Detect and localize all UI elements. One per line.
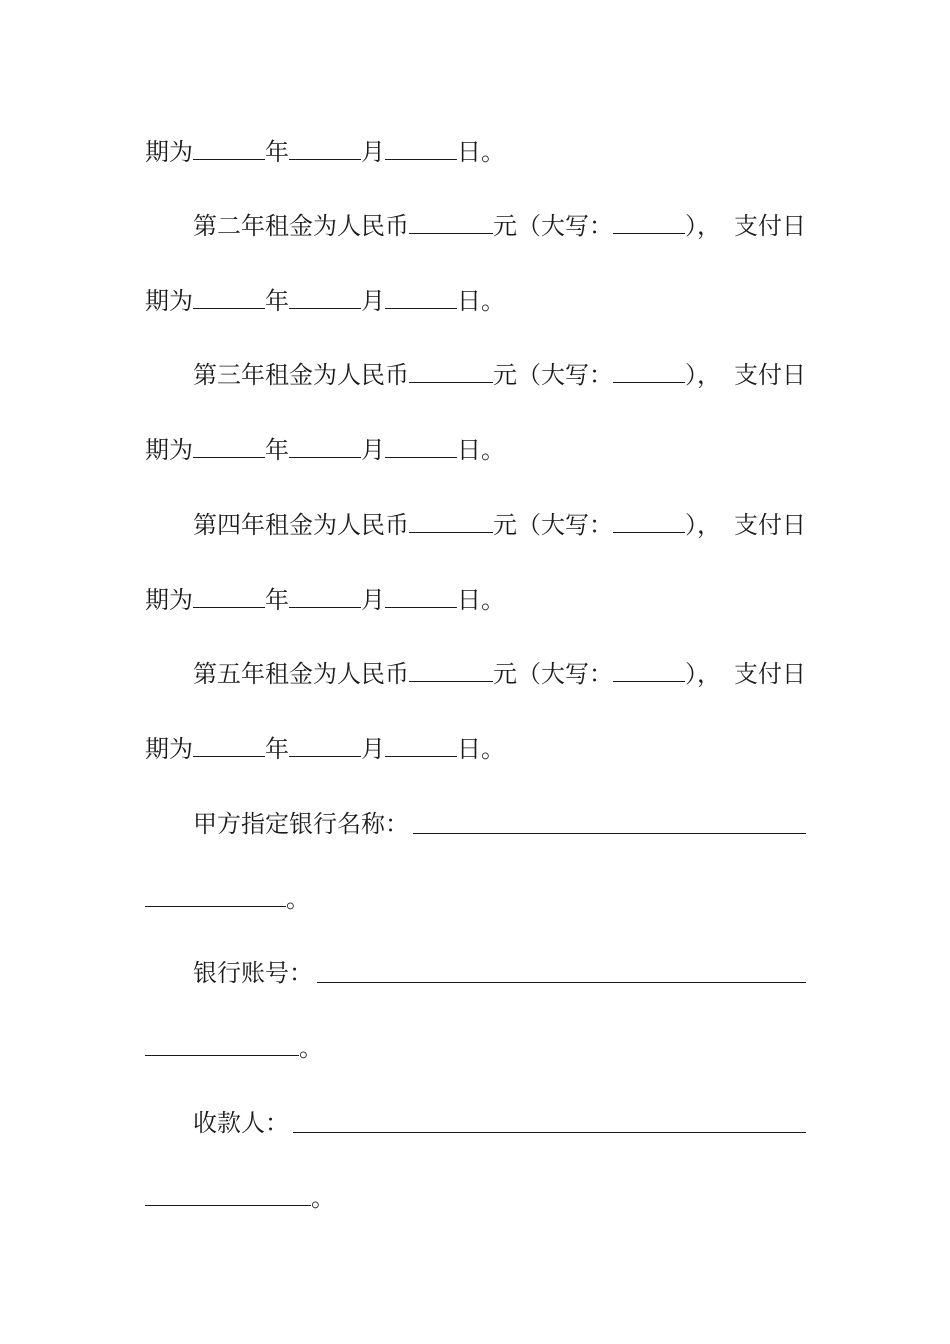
bank-account-continuation: [145, 1028, 806, 1068]
payee-label: 收款人：: [193, 1109, 289, 1137]
day-blank: [385, 734, 457, 757]
year-blank: [193, 286, 265, 309]
bank-account-blank: [317, 982, 806, 983]
year-label: 年: [265, 138, 289, 166]
day-label: 日。: [457, 287, 505, 315]
month-label: 月: [361, 586, 385, 614]
month-blank: [289, 286, 361, 309]
period-prefix: 期为: [145, 436, 193, 464]
bank-account-label: 银行账号：: [193, 959, 313, 987]
year-label: 年: [265, 735, 289, 763]
pay-date-label: 支付日: [734, 361, 806, 389]
day-blank: [385, 435, 457, 458]
year-blank: [193, 435, 265, 458]
bank-account-blank-cont: [145, 1033, 299, 1056]
day-label: 日。: [457, 138, 505, 166]
payee-blank: [293, 1132, 806, 1133]
pay-date-label: 支付日: [734, 660, 806, 688]
day-blank: [385, 137, 457, 160]
capital-amount-blank: [613, 510, 685, 533]
end-mark: 。: [286, 885, 310, 913]
rent-year-label: 第三年租金为人民币: [193, 361, 409, 389]
bank-name-continuation: [145, 879, 806, 919]
payment-date-line-2: [145, 281, 806, 321]
bank-name-blank-cont: [145, 884, 286, 907]
capital-amount-blank: [613, 360, 685, 383]
period-prefix: 期为: [145, 287, 193, 315]
period-prefix: 期为: [145, 138, 193, 166]
close-paren: ），: [685, 212, 721, 240]
rent-year-label: 第五年租金为人民币: [193, 660, 409, 688]
end-mark: 。: [299, 1034, 323, 1062]
month-blank: [289, 435, 361, 458]
close-paren: ），: [685, 660, 721, 688]
payee-line: [193, 1103, 806, 1143]
month-label: 月: [361, 287, 385, 315]
close-paren: ），: [685, 511, 721, 539]
yuan-label: 元（大写：: [493, 361, 613, 389]
capital-amount-blank: [613, 211, 685, 234]
rent-year-3-line: [193, 355, 806, 395]
year-label: 年: [265, 586, 289, 614]
rent-year-5-line: [193, 654, 806, 694]
period-prefix: 期为: [145, 735, 193, 763]
payment-date-line-3: [145, 430, 806, 470]
yuan-label: 元（大写：: [493, 660, 613, 688]
month-label: 月: [361, 138, 385, 166]
day-label: 日。: [457, 586, 505, 614]
year-blank: [193, 734, 265, 757]
month-label: 月: [361, 436, 385, 464]
month-blank: [289, 585, 361, 608]
rent-year-label: 第四年租金为人民币: [193, 511, 409, 539]
capital-amount-blank: [613, 659, 685, 682]
day-blank: [385, 286, 457, 309]
amount-blank: [409, 360, 493, 383]
close-paren: ），: [685, 361, 721, 389]
payment-date-line-5: [145, 729, 806, 769]
day-blank: [385, 585, 457, 608]
bank-account-line: [193, 953, 806, 993]
year-label: 年: [265, 287, 289, 315]
amount-blank: [409, 659, 493, 682]
day-label: 日。: [457, 735, 505, 763]
amount-blank: [409, 211, 493, 234]
rent-year-4-line: [193, 505, 806, 545]
month-blank: [289, 137, 361, 160]
month-label: 月: [361, 735, 385, 763]
rent-year-2-line: [193, 206, 806, 246]
pay-date-label: 支付日: [734, 511, 806, 539]
month-blank: [289, 734, 361, 757]
bank-name-line: [193, 804, 806, 844]
year-blank: [193, 585, 265, 608]
payee-blank-cont: [145, 1183, 311, 1206]
payee-continuation: [145, 1178, 806, 1218]
bank-name-label: 甲方指定银行名称：: [193, 810, 409, 838]
pay-date-label: 支付日: [734, 212, 806, 240]
bank-name-blank: [413, 833, 806, 834]
payment-date-line-4: [145, 580, 806, 620]
amount-blank: [409, 510, 493, 533]
year-label: 年: [265, 436, 289, 464]
end-mark: 。: [311, 1184, 335, 1212]
year-blank: [193, 137, 265, 160]
yuan-label: 元（大写：: [493, 212, 613, 240]
day-label: 日。: [457, 436, 505, 464]
period-prefix: 期为: [145, 586, 193, 614]
payment-date-line-1: [145, 132, 806, 172]
rent-year-label: 第二年租金为人民币: [193, 212, 409, 240]
yuan-label: 元（大写：: [493, 511, 613, 539]
